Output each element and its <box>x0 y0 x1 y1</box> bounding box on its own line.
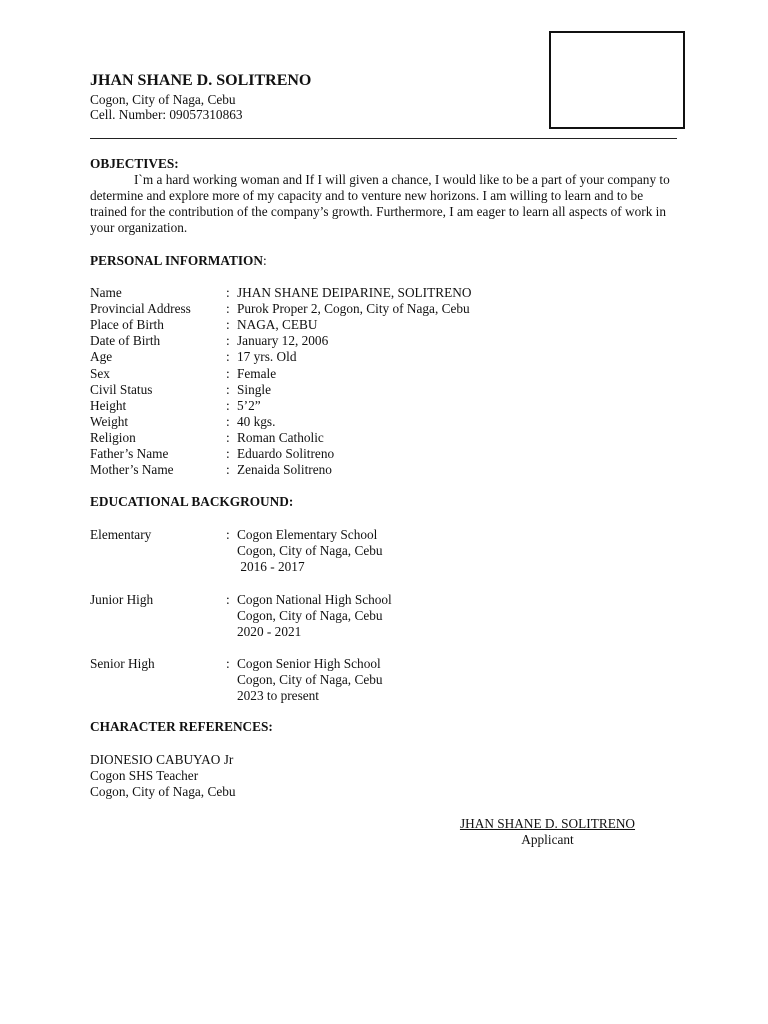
personal-info-colon: : <box>226 285 230 300</box>
personal-info-label: Sex <box>90 366 110 381</box>
reference-position: Cogon SHS Teacher <box>90 768 199 783</box>
personal-info-colon: : <box>226 398 230 413</box>
education-heading: EDUCATIONAL BACKGROUND: <box>90 494 294 509</box>
personal-info-label: Father’s Name <box>90 446 169 461</box>
personal-info-label: Place of Birth <box>90 317 164 332</box>
personal-info-value: 17 yrs. Old <box>237 349 297 364</box>
personal-info-value: NAGA, CEBU <box>237 317 318 332</box>
personal-info-label: Weight <box>90 414 129 429</box>
personal-info-colon: : <box>226 333 230 348</box>
reference-address: Cogon, City of Naga, Cebu <box>90 784 236 799</box>
education-school: Cogon Elementary School <box>237 527 378 542</box>
personal-info-colon: : <box>226 349 230 364</box>
education-school: Cogon National High School <box>237 592 392 607</box>
personal-info-heading-colon: : <box>263 253 267 268</box>
signature-role: Applicant <box>521 832 574 847</box>
personal-info-label: Age <box>90 349 113 364</box>
personal-info-label: Date of Birth <box>90 333 161 348</box>
personal-info-value: Female <box>237 366 277 381</box>
photo-placeholder-box <box>549 31 685 129</box>
personal-info-value: JHAN SHANE DEIPARINE, SOLITRENO <box>237 285 472 300</box>
education-level: Junior High <box>90 592 154 607</box>
personal-info-value: Zenaida Solitreno <box>237 462 332 477</box>
education-colon: : <box>226 527 230 542</box>
applicant-address: Cogon, City of Naga, Cebu <box>90 92 236 107</box>
education-colon: : <box>226 656 230 671</box>
education-years: 2023 to present <box>237 688 319 703</box>
personal-info-colon: : <box>226 366 230 381</box>
signature-name: JHAN SHANE D. SOLITRENO <box>459 816 636 831</box>
education-level: Senior High <box>90 656 155 671</box>
references-heading: CHARACTER REFERENCES: <box>90 719 273 734</box>
education-address: Cogon, City of Naga, Cebu <box>237 672 383 687</box>
education-years: 2016 - 2017 <box>237 559 305 574</box>
personal-info-value: Roman Catholic <box>237 430 324 445</box>
personal-info-label: Name <box>90 285 122 300</box>
personal-info-value: Eduardo Solitreno <box>237 446 335 461</box>
personal-info-colon: : <box>226 382 230 397</box>
education-school: Cogon Senior High School <box>237 656 381 671</box>
personal-info-value: Single <box>237 382 271 397</box>
personal-info-value: 40 kgs. <box>237 414 276 429</box>
personal-info-label: Height <box>90 398 127 413</box>
personal-info-value: January 12, 2006 <box>237 333 329 348</box>
objectives-paragraph <box>90 172 680 236</box>
personal-info-heading <box>90 253 267 269</box>
personal-info-colon: : <box>226 301 230 316</box>
header-divider <box>90 138 677 139</box>
objectives-text: I`m a hard working woman and If I will given a chance, I would like to be a part of your company to determine and explore more of my capacity and to venture new horizons. I am willing to learn and to be trained for the contribution of the company’s growth. Furthermore, I am eager to learn all aspects of work in your organization. <box>90 172 670 235</box>
applicant-name: JHAN SHANE D. SOLITRENO <box>90 72 312 89</box>
personal-info-heading-text: PERSONAL INFORMATION <box>90 253 263 268</box>
personal-info-label: Mother’s Name <box>90 462 174 477</box>
applicant-cell-number: Cell. Number: 09057310863 <box>90 107 243 122</box>
personal-info-colon: : <box>226 462 230 477</box>
personal-info-value: Purok Proper 2, Cogon, City of Naga, Cebu <box>237 301 470 316</box>
personal-info-colon: : <box>226 414 230 429</box>
personal-info-colon: : <box>226 446 230 461</box>
personal-info-colon: : <box>226 430 230 445</box>
personal-info-label: Religion <box>90 430 136 445</box>
personal-info-label: Civil Status <box>90 382 153 397</box>
reference-name: DIONESIO CABUYAO Jr <box>90 752 234 767</box>
education-years: 2020 - 2021 <box>237 624 302 639</box>
education-colon: : <box>226 592 230 607</box>
education-level: Elementary <box>90 527 152 542</box>
education-address: Cogon, City of Naga, Cebu <box>237 608 383 623</box>
personal-info-label: Provincial Address <box>90 301 191 316</box>
objectives-heading: OBJECTIVES: <box>90 156 179 171</box>
personal-info-value: 5’2” <box>237 398 261 413</box>
education-address: Cogon, City of Naga, Cebu <box>237 543 383 558</box>
personal-info-colon: : <box>226 317 230 332</box>
signature-block <box>430 816 665 848</box>
